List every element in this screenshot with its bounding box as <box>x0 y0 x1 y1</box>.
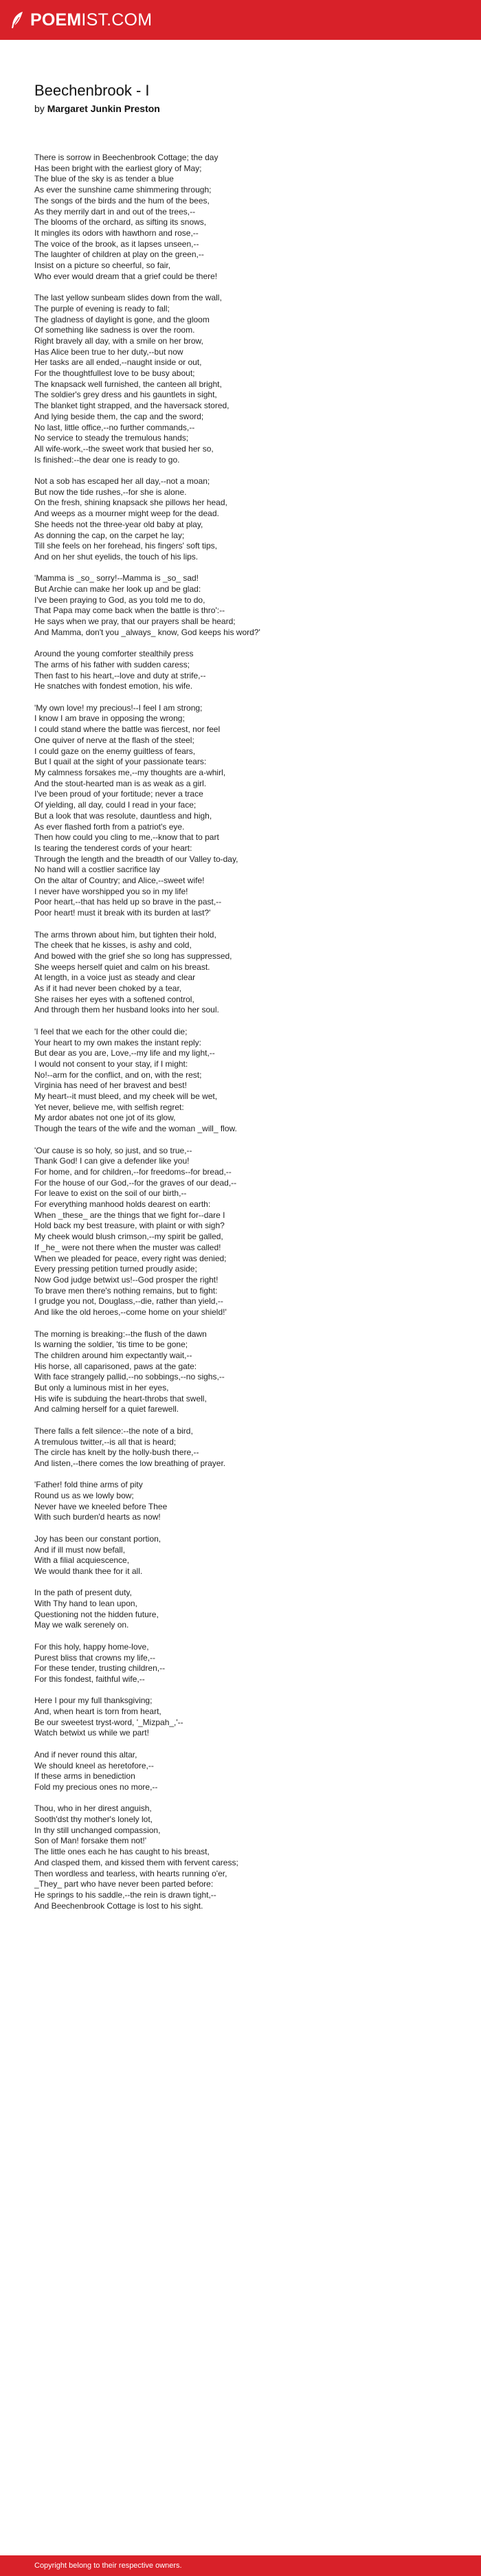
poem-stanza <box>34 1803 460 1911</box>
logo-text-light: IST.COM <box>81 10 153 30</box>
poem-line: Her tasks are all ended,--naught inside or out, <box>34 357 202 368</box>
poem-line: Then fast to his heart,--love and duty at strife,-- <box>34 670 206 680</box>
poem-line: To brave men there's nothing remains, but to fight: <box>34 1285 218 1296</box>
poem-line: Watch betwixt us while we part! <box>34 1728 149 1738</box>
poem-line: Of yielding, all day, could I read in your face; <box>34 800 197 810</box>
poem-line: He snatches with fondest emotion, his wife. <box>34 681 193 691</box>
poem-stanza <box>34 573 460 638</box>
poem-line: The blue of the sky is as tender a blue <box>34 174 174 184</box>
poem-line: I never have worshipped you so in my life! <box>34 886 188 896</box>
poem-line: But Archie can make her look up and be glad: <box>34 584 201 595</box>
poem-line: Never have we kneeled before Thee <box>34 1501 168 1511</box>
poem-line: If _he_ were not there when the muster was called! <box>34 1242 221 1252</box>
poem-line: As they merrily dart in and out of the trees,-- <box>34 206 196 216</box>
poem-line: The knapsack well furnished, the canteen all bright, <box>34 379 222 389</box>
poem-line: Through the length and the breadth of our Valley to-day, <box>34 854 238 864</box>
poem-line: The songs of the birds and the hum of the bees, <box>34 195 210 206</box>
poem-line: Thou, who in her direst anguish, <box>34 1803 152 1814</box>
poem-line: For the thoughtfullest love to be busy about; <box>34 368 195 379</box>
poem-line: Round us as we lowly bow; <box>34 1491 134 1501</box>
by-label: by <box>34 103 45 114</box>
poem-line: There is sorrow in Beechenbrook Cottage; the day <box>34 153 219 162</box>
poem-line: The children around him expectantly wait,-- <box>34 1350 192 1360</box>
poem-line: And the stout-hearted man is as weak as a girl. <box>34 778 207 788</box>
poem-line: 'Mamma is _so_ sorry!--Mamma is _so_ sad! <box>34 573 199 584</box>
poem-line: Then wordless and tearless, with hearts running o'er, <box>34 1868 227 1878</box>
poem-line: Joy has been our constant portion, <box>34 1533 161 1544</box>
poem-line: In the path of present duty, <box>34 1588 132 1598</box>
poem-line: The blooms of the orchard, as sifting its snows, <box>34 217 207 227</box>
poem-line: His horse, all caparisoned, paws at the gate: <box>34 1361 197 1371</box>
poem-line: But a look that was resolute, dauntless and high, <box>34 810 212 821</box>
poem-stanza <box>34 1534 460 1577</box>
poem-line: The blanket tight strapped, and the haversack stored, <box>34 401 230 411</box>
poem-line: And bowed with the grief she so long has suppressed, <box>34 951 232 961</box>
poem-line: Who ever would dream that a grief could be there! <box>34 271 218 281</box>
poem-stanza <box>34 930 460 1017</box>
poem-body <box>34 153 460 1922</box>
site-logo-text <box>30 10 152 30</box>
poem-line: It mingles its odors with hawthorn and rose,-- <box>34 227 199 238</box>
poem-line: With a filial acquiescence, <box>34 1555 130 1566</box>
poem-line: 'Father! fold thine arms of pity <box>34 1480 143 1490</box>
poem-line: And calming herself for a quiet farewell. <box>34 1404 179 1414</box>
poem-line: My ardor abates not one jot of its glow, <box>34 1113 176 1123</box>
poem-line: One quiver of nerve at the flash of the steel; <box>34 735 194 745</box>
poem-line: _They_ part who have never been parted before: <box>34 1879 214 1889</box>
poem-line: She raises her eyes with a softened control, <box>34 994 194 1004</box>
poem-line: For these tender, trusting children,-- <box>34 1663 166 1674</box>
poem-line: And clasped them, and kissed them with fervent caress; <box>34 1857 238 1867</box>
logo-text-bold: POEM <box>30 10 82 30</box>
author-link[interactable]: Margaret Junkin Preston <box>47 103 160 114</box>
poem-line: The cheek that he kisses, is ashy and cold, <box>34 940 192 951</box>
poem-line: Purest bliss that crowns my life,-- <box>34 1652 156 1663</box>
poem-line: With Thy hand to lean upon, <box>34 1599 137 1609</box>
poem-line: The last yellow sunbeam slides down from the wall, <box>34 293 222 303</box>
poem-line: On the fresh, shining knapsack she pillows her head, <box>34 498 227 508</box>
poem-line: He springs to his saddle,--the rein is drawn tight,-- <box>34 1889 216 1900</box>
poem-line: The circle has knelt by the holly-bush there,-- <box>34 1447 199 1458</box>
poem-line: Right bravely all day, with a smile on her brow, <box>34 335 203 346</box>
poem-line: And Mamma, don't you _always_ know, God keeps his word?' <box>34 627 260 637</box>
poem-line: But now the tide rushes,--for she is alone. <box>34 487 187 497</box>
quill-icon <box>10 11 25 29</box>
poem-line: I know I am brave in opposing the wrong; <box>34 713 185 724</box>
poem-stanza <box>34 1146 460 1318</box>
poem-stanza <box>34 293 460 465</box>
poem-line: If these arms in benediction <box>34 1771 135 1781</box>
site-footer <box>0 2555 481 2576</box>
poem-line: That Papa may come back when the battle is thro':-- <box>34 606 225 616</box>
poem-line: I've been proud of your fortitude; never a trace <box>34 789 203 799</box>
poem-line: Fold my precious ones no more,-- <box>34 1781 158 1792</box>
site-logo-link[interactable] <box>10 10 152 30</box>
poem-line: Is warning the soldier, 'tis time to be gone; <box>34 1340 188 1350</box>
poem-stanza <box>34 1329 460 1416</box>
poem-line: My calmness forsakes me,--my thoughts are a-whirl, <box>34 768 226 777</box>
poem-line: And weeps as a mourner might weep for the dead. <box>34 509 219 519</box>
poem-line: Questioning not the hidden future, <box>34 1609 159 1619</box>
poem-line: As donning the cap, on the carpet he lay; <box>34 530 185 540</box>
poem-stanza <box>34 1027 460 1135</box>
poem-line: Yet never, believe me, with selfish regret: <box>34 1102 184 1112</box>
poem-line: No hand will a costlier sacrifice lay <box>34 865 160 875</box>
poem-line: May we walk serenely on. <box>34 1620 129 1630</box>
poem-line: And if never round this altar, <box>34 1749 137 1759</box>
poem-line: Thank God! I can give a defender like you! <box>34 1156 190 1166</box>
poem-line: No!--arm for the conflict, and on, with the rest; <box>34 1069 202 1080</box>
poem-line: Though the tears of the wife and the woman _will_ flow. <box>34 1124 237 1134</box>
poem-line: At length, in a voice just as steady and clear <box>34 973 196 983</box>
poem-line: He says when we pray, that our prayers shall be heard; <box>34 617 236 627</box>
poem-stanza <box>34 703 460 919</box>
poem-line: With face strangely pallid,--no sobbings,--no sighs,-- <box>34 1372 225 1382</box>
poem-header <box>34 81 447 115</box>
poem-line: Is finished:--the dear one is ready to go. <box>34 454 180 465</box>
poem-line: 'Our cause is so holy, so just, and so true,-- <box>34 1145 192 1155</box>
poem-line: The morning is breaking:--the flush of the dawn <box>34 1329 207 1339</box>
poem-line: No service to steady the tremulous hands; <box>34 433 189 443</box>
poem-line: But only a luminous mist in her eyes, <box>34 1383 169 1393</box>
poem-line: For leave to exist on the soil of our birth,-- <box>34 1188 187 1199</box>
poem-line: I've been praying to God, as you told me to do, <box>34 595 205 605</box>
poem-line: But I quail at the sight of your passionate tears: <box>34 757 207 767</box>
poem-line: The soldier's grey dress and his gauntlets in sight, <box>34 390 217 400</box>
poem-line: Your heart to my own makes the instant reply: <box>34 1037 202 1047</box>
poem-line: Now God judge betwixt us!--God prosper the right! <box>34 1275 219 1285</box>
poem-line: For home, and for children,--for freedoms--for bread,-- <box>34 1166 232 1177</box>
poem-stanza <box>34 476 460 563</box>
poem-title: Beechenbrook - I <box>34 82 150 99</box>
poem-line: The laughter of children at play on the green,-- <box>34 249 204 260</box>
poem-line: And on her shut eyelids, the touch of his lips. <box>34 551 199 562</box>
poem-line: Has Alice been true to her duty,--but now <box>34 346 183 357</box>
poem-line: And if ill must now befall, <box>34 1544 126 1555</box>
poem-line: Insist on a picture so cheerful, so fair, <box>34 260 171 271</box>
poem-line: We would thank thee for it all. <box>34 1566 143 1576</box>
poem-line: I would not consent to your stay, if I might: <box>34 1058 188 1069</box>
poem-line: My heart--it must bleed, and my cheek will be wet, <box>34 1091 218 1102</box>
poem-line: All wife-work,--the sweet work that busied her so, <box>34 443 214 454</box>
poem-line: I could gaze on the enemy guiltless of fears, <box>34 746 196 756</box>
poem-line: And Beechenbrook Cottage is lost to his sight. <box>34 1900 203 1911</box>
poem-line: The voice of the brook, as it lapses unseen,-- <box>34 238 199 249</box>
poem-line: She weeps herself quiet and calm on his breast. <box>34 962 210 972</box>
poem-stanza <box>34 1480 460 1523</box>
poem-line: When we pleaded for peace, every right was denied; <box>34 1253 227 1263</box>
poem-line: We should kneel as heretofore,-- <box>34 1760 154 1770</box>
poem-line: The gladness of daylight is gone, and the gloom <box>34 314 210 324</box>
poem-line: As ever the sunshine came shimmering through; <box>34 185 212 195</box>
poem-line: I could stand where the battle was fiercest, nor feel <box>34 724 221 735</box>
poem-stanza <box>34 1426 460 1469</box>
poem-line: Sooth'dst thy mother's lonely lot, <box>34 1814 153 1825</box>
poem-line: No last, little office,--no further commands,-- <box>34 422 195 432</box>
poem-line: Poor heart,--that has held up so brave in the past,-- <box>34 897 222 907</box>
poem-line: Then how could you cling to me,--know that to part <box>34 832 219 843</box>
poem-line: 'My own love! my precious!--I feel I am strong; <box>34 702 203 713</box>
poem-line: Till she feels on her forehead, his fingers' soft tips, <box>34 541 217 551</box>
poem-line: On the altar of Country; and Alice,--sweet wife! <box>34 876 205 886</box>
poem-line: But dear as you are, Love,--my life and my light,-- <box>34 1048 215 1058</box>
poem-line: And through them her husband looks into her soul. <box>34 1005 219 1015</box>
poem-stanza <box>34 1642 460 1685</box>
poem-line: For everything manhood holds dearest on earth: <box>34 1199 211 1210</box>
poem-line: The purple of evening is ready to fall; <box>34 303 170 313</box>
poem-stanza <box>34 1750 460 1793</box>
poem-line: And lying beside them, the cap and the sword; <box>34 411 204 421</box>
poem-line: When _these_ are the things that we fight for--dare I <box>34 1210 225 1220</box>
poem-line: There falls a felt silence:--the note of a bird, <box>34 1425 193 1436</box>
poem-line: Every pressing petition turned proudly aside; <box>34 1264 197 1274</box>
copyright-text: Copyright belong to their respective owners. <box>34 2562 182 2570</box>
poem-line: Hold back my best treasure, with plaint or with sigh? <box>34 1221 225 1231</box>
poem-line: Be our sweetest tryst-word, '_Mizpah_,'-- <box>34 1717 183 1727</box>
poem-line: I grudge you not, Douglass,--die, rather than yield,-- <box>34 1296 223 1307</box>
poem-line: Virginia has need of her bravest and best! <box>34 1080 187 1091</box>
poem-line: As ever flashed forth from a patriot's eye. <box>34 821 185 832</box>
poem-line: Of something like sadness is over the room. <box>34 325 195 335</box>
poem-stanza <box>34 153 460 282</box>
poem-line: The little ones each he has caught to his breast, <box>34 1847 210 1857</box>
poem-line: Is tearing the tenderest cords of your heart: <box>34 843 192 853</box>
poem-line: His wife is subduing the heart-throbs that swell, <box>34 1393 207 1403</box>
poem-line: The arms thrown about him, but tighten their hold, <box>34 929 216 940</box>
poem-line: The arms of his father with sudden caress; <box>34 659 190 669</box>
poem-line: Has been bright with the earliest glory of May; <box>34 163 202 173</box>
poem-stanza <box>34 649 460 692</box>
poem-line: And, when heart is torn from heart, <box>34 1707 161 1717</box>
poem-stanza <box>34 1588 460 1631</box>
poem-line: Poor heart! must it break with its burden at last?' <box>34 908 211 918</box>
poem-line: With such burden'd hearts as now! <box>34 1512 161 1522</box>
poem-line: Son of Man! forsake them not!' <box>34 1836 147 1846</box>
poem-stanza <box>34 1696 460 1739</box>
poem-line: For this holy, happy home-love, <box>34 1641 149 1652</box>
poem-line: And like the old heroes,--come home on your shield!' <box>34 1307 227 1318</box>
poem-line: For the house of our God,--for the graves of our dead,-- <box>34 1177 237 1188</box>
poem-line: 'I feel that we each for the other could die; <box>34 1026 188 1036</box>
author-line <box>34 102 447 115</box>
poem-line: As if it had never been choked by a tear, <box>34 984 182 994</box>
poem-line: Here I pour my full thanksgiving; <box>34 1696 153 1706</box>
poem-line: A tremulous twitter,--is all that is heard; <box>34 1436 177 1447</box>
poem-line: For this fondest, faithful wife,-- <box>34 1674 145 1684</box>
poem-line: In thy still unchanged compassion, <box>34 1825 161 1835</box>
poem-line: My cheek would blush crimson,--my spirit be galled, <box>34 1232 223 1242</box>
poem-line: And listen,--there comes the low breathing of prayer. <box>34 1458 226 1468</box>
poem-line: Around the young comforter stealthily press <box>34 649 194 659</box>
poem-line: Not a sob has escaped her all day,--not a moan; <box>34 476 210 487</box>
site-header <box>0 0 481 40</box>
poem-line: She heeds not the three-year old baby at play, <box>34 519 203 529</box>
